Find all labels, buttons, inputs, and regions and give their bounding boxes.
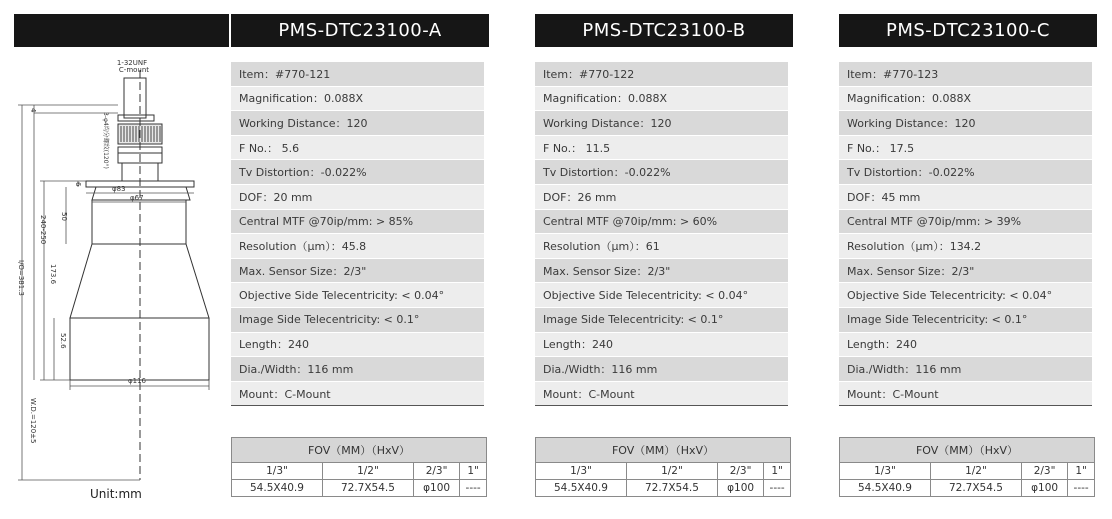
- spec-row: Item：#770-121: [231, 62, 484, 87]
- spec-row: Max. Sensor Size：2/3": [535, 259, 788, 284]
- spec-row: F No.： 5.6: [231, 136, 484, 161]
- fov-value: 54.5X40.9: [536, 480, 627, 497]
- drawing-header-band: [14, 14, 229, 47]
- dim-4: 4: [29, 108, 37, 113]
- dim-6: 6: [74, 182, 82, 187]
- spec-row: Working Distance：120: [839, 111, 1092, 136]
- fov-value: 72.7X54.5: [930, 480, 1021, 497]
- spec-panel-a: [231, 62, 484, 406]
- spec-row: Dia./Width：116 mm: [535, 357, 788, 382]
- spec-row: DOF：26 mm: [535, 185, 788, 210]
- spec-row: Magnification：0.088X: [839, 87, 1092, 112]
- main-barrel: [92, 200, 186, 244]
- fov-size: 1": [764, 463, 791, 480]
- fov-size: 2/3": [1021, 463, 1067, 480]
- dim-52-6: 52.6: [59, 333, 67, 349]
- fov-table-b: [535, 437, 791, 497]
- spec-row: Image Side Telecentricity: < 0.1°: [535, 308, 788, 333]
- spec-row: Length：240: [839, 333, 1092, 358]
- fov-value: φ100: [717, 480, 763, 497]
- fov-size: 1": [1068, 463, 1095, 480]
- spec-row: Central MTF @70ip/mm: > 85%: [231, 210, 484, 235]
- dim-240-250: 240-250: [39, 215, 47, 245]
- model-title: PMS-DTC23100-B: [535, 14, 793, 47]
- spec-row: Mount：C-Mount: [535, 382, 788, 407]
- fov-value: ----: [1068, 480, 1095, 497]
- fov-value: 72.7X54.5: [322, 480, 413, 497]
- spec-row: Working Distance：120: [231, 111, 484, 136]
- spec-panel-b: [535, 62, 788, 406]
- spec-panel-c: [839, 62, 1092, 406]
- unit-label: Unit:mm: [90, 487, 142, 501]
- fov-size: 2/3": [717, 463, 763, 480]
- spec-row: Dia./Width：116 mm: [839, 357, 1092, 382]
- fov-value: ----: [460, 480, 487, 497]
- spec-row: Length：240: [535, 333, 788, 358]
- spec-row: Working Distance：120: [535, 111, 788, 136]
- spec-row: Tv Distortion：-0.022%: [231, 160, 484, 185]
- fov-value: 54.5X40.9: [840, 480, 931, 497]
- spec-row: Resolution（μm）：134.2: [839, 234, 1092, 259]
- spec-row: Magnification：0.088X: [535, 87, 788, 112]
- fov-size: 1/3": [232, 463, 323, 480]
- fov-title: FOV（MM）（HxV）: [232, 438, 487, 463]
- spec-row: Resolution（μm）：61: [535, 234, 788, 259]
- fov-size: 1/3": [840, 463, 931, 480]
- fov-value: ----: [764, 480, 791, 497]
- screw-label: 3-φ4均分螺纹(120°): [102, 112, 109, 169]
- spec-row: Magnification：0.088X: [231, 87, 484, 112]
- spec-row: Central MTF @70ip/mm: > 39%: [839, 210, 1092, 235]
- dim-50: 50: [60, 212, 68, 221]
- spec-row: Length：240: [231, 333, 484, 358]
- spec-row: Central MTF @70ip/mm: > 60%: [535, 210, 788, 235]
- dim-67: φ67: [130, 194, 144, 202]
- fov-size: 1": [460, 463, 487, 480]
- spec-row: Dia./Width：116 mm: [231, 357, 484, 382]
- fov-size: 1/3": [536, 463, 627, 480]
- spec-row: DOF：45 mm: [839, 185, 1092, 210]
- fov-title: FOV（MM）（HxV）: [536, 438, 791, 463]
- spec-row: Mount：C-Mount: [839, 382, 1092, 407]
- fov-table-c: [839, 437, 1095, 497]
- dim-116: φ116: [128, 377, 146, 385]
- spec-row: Objective Side Telecentricity: < 0.04°: [231, 283, 484, 308]
- spec-row: Tv Distortion：-0.022%: [839, 160, 1092, 185]
- dim-83: φ83: [112, 185, 126, 193]
- spec-row: Image Side Telecentricity: < 0.1°: [839, 308, 1092, 333]
- fov-size: 2/3": [413, 463, 459, 480]
- spec-row: Item：#770-123: [839, 62, 1092, 87]
- fov-value: φ100: [1021, 480, 1067, 497]
- fov-title: FOV（MM）（HxV）: [840, 438, 1095, 463]
- dim-io: I/O=381.3: [17, 260, 25, 296]
- spec-row: Max. Sensor Size：2/3": [839, 259, 1092, 284]
- spec-row: F No.： 11.5: [535, 136, 788, 161]
- lens-technical-drawing: [0, 50, 230, 490]
- dim-wd: W.D.=120±5: [29, 398, 37, 444]
- spec-row: Image Side Telecentricity: < 0.1°: [231, 308, 484, 333]
- spec-row: Objective Side Telecentricity: < 0.04°: [839, 283, 1092, 308]
- fov-value: 54.5X40.9: [232, 480, 323, 497]
- mount-label: C-mount: [118, 66, 150, 74]
- fov-size: 1/2": [930, 463, 1021, 480]
- dim-173-6: 173.6: [49, 264, 57, 285]
- fov-value: φ100: [413, 480, 459, 497]
- fov-size: 1/2": [322, 463, 413, 480]
- fov-table-a: [231, 437, 487, 497]
- c-mount-thread: [124, 78, 146, 118]
- model-title: PMS-DTC23100-C: [839, 14, 1097, 47]
- spec-row: Max. Sensor Size：2/3": [231, 259, 484, 284]
- thread-label: 1-32UNF: [116, 59, 148, 67]
- spec-row: Mount：C-Mount: [231, 382, 484, 407]
- spec-row: Item：#770-122: [535, 62, 788, 87]
- spec-row: F No.： 17.5: [839, 136, 1092, 161]
- spec-row: Resolution（μm）：45.8: [231, 234, 484, 259]
- model-title: PMS-DTC23100-A: [231, 14, 489, 47]
- spec-row: DOF：20 mm: [231, 185, 484, 210]
- fov-value: 72.7X54.5: [626, 480, 717, 497]
- spec-row: Objective Side Telecentricity: < 0.04°: [535, 283, 788, 308]
- fov-size: 1/2": [626, 463, 717, 480]
- spec-row: Tv Distortion：-0.022%: [535, 160, 788, 185]
